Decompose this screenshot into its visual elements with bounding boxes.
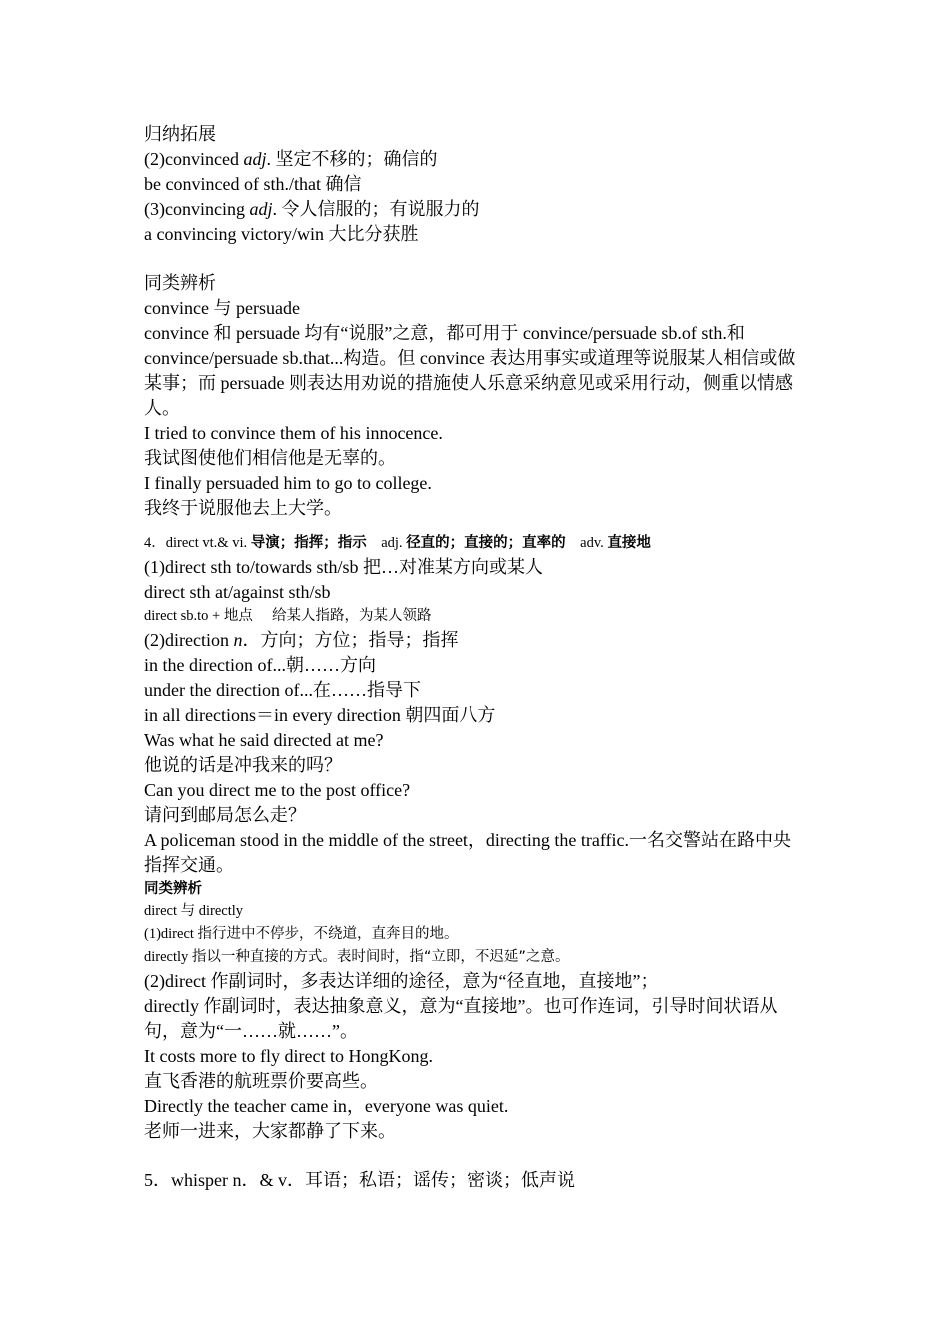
example-sentence-zh: 直飞香港的航班票价要高些。 [144, 1071, 378, 1091]
adj-meaning: 径直的；直接的；直率的 [406, 535, 566, 551]
entry-convincing [144, 197, 804, 222]
entry-heading-whisper: 5．whisper n．& v．耳语；私语；谣传；密谈；低声说 [144, 1170, 575, 1190]
example-sentence-en: It costs more to fly direct to HongKong. [144, 1046, 433, 1066]
section-heading-comparison-2: 同类辨析 [144, 881, 202, 897]
phrase-be-convinced: be convinced of sth./that 确信 [144, 174, 362, 194]
example-sentence-bilingual: A policeman stood in the middle of the street，directing the traffic.一名交警站在路中央指挥交通。 [144, 830, 792, 875]
phrase-direct-towards: (1)direct sth to/towards sth/sb 把…对准某方向或某人 [144, 557, 543, 577]
pos-adj: adj. [366, 535, 407, 551]
phrase-under-direction-of: under the direction of...在……指导下 [144, 680, 421, 700]
conjunction: 与 [180, 903, 196, 919]
example-sentence-en: Directly the teacher came in，everyone was quiet. [144, 1096, 509, 1116]
entry-heading-direct [144, 531, 804, 555]
entry-term: (2)convinced [144, 149, 244, 169]
entry-term: (2)direction [144, 630, 234, 650]
example-sentence-zh: 他说的话是冲我来的吗？ [144, 755, 342, 775]
example-sentence-zh: 老师一进来，大家都静了下来。 [144, 1121, 396, 1141]
section-heading-induction: 归纳拓展 [144, 124, 216, 144]
comparison-subheading: convince 与 persuade [144, 298, 300, 318]
definition-text: 指以一种直接的方式。表时间时，指“立即，不迟延”之意。 [191, 949, 570, 965]
term-directly: directly [195, 903, 244, 919]
entry-meaning: . 令人信服的；有说服力的 [272, 199, 480, 219]
entry-meaning: ．方向；方位；指导；指挥 [242, 630, 459, 650]
entry-convinced [144, 147, 804, 172]
entry-term: (3)convincing [144, 199, 250, 219]
example-sentence-en: I tried to convince them of his innocence. [144, 423, 443, 443]
part-of-speech: adj [249, 199, 273, 219]
definition-directly [144, 946, 804, 969]
adv-meaning: 直接地 [607, 535, 651, 551]
definition-direct [144, 923, 804, 946]
entry-direction [144, 628, 804, 653]
definition-term: directly [144, 949, 192, 965]
part-of-speech: adj [243, 149, 267, 169]
usage-direct-adverb: (2)direct 作副词时，多表达详细的途径，意为“径直地，直接地”； [144, 971, 659, 991]
phrase-direct-sb-to [144, 605, 804, 628]
entry-number-term: 4．direct vt.& vi. [144, 535, 251, 551]
pos-adv: adv. [565, 535, 608, 551]
comparison-subheading-2 [144, 900, 804, 923]
phrase-in-direction-of: in the direction of...朝……方向 [144, 655, 376, 675]
example-sentence-zh: 请问到邮局怎么走？ [144, 805, 306, 825]
example-sentence-en: Was what he said directed at me? [144, 730, 384, 750]
phrase-en: direct sb.to + [144, 608, 224, 624]
usage-directly-adverb: directly 作副词时，表达抽象意义，意为“直接地”。也可作连词，引导时间状语从句，意为“一……就……”。 [144, 996, 778, 1041]
spacer [144, 1144, 804, 1168]
spacer [144, 247, 804, 271]
phrase-convincing-victory: a convincing victory/win 大比分获胜 [144, 224, 419, 244]
part-of-speech: n [233, 630, 243, 650]
example-sentence-en: I finally persuaded him to go to college. [144, 473, 432, 493]
definition-text: 指行进中不停步，不绕道，直奔目的地。 [197, 926, 459, 942]
term-direct: direct [144, 903, 181, 919]
example-sentence-zh: 我终于说服他去上大学。 [144, 498, 342, 518]
entry-meaning: . 坚定不移的；确信的 [266, 149, 438, 169]
verb-meaning: 导演；指挥；指示 [250, 535, 367, 551]
example-sentence-zh: 我试图使他们相信他是无辜的。 [144, 448, 396, 468]
comparison-paragraph: convince 和 persuade 均有“说服”之意，都可用于 convince/persuade sb.of sth.和 convince/persuade sb.that...构造。但 convince 表达用事实或道理等说服某人相信或做某事；而 persuade 则表达用劝说的措施使人乐意采纳意见或采用行动，侧重以情感人。 [144, 323, 796, 418]
phrase-zh: 地点 给某人指路，为某人领路 [223, 608, 432, 624]
example-sentence-en: Can you direct me to the post office? [144, 780, 411, 800]
section-heading-comparison: 同类辨析 [144, 273, 216, 293]
document-page [144, 122, 804, 1193]
phrase-direct-at: direct sth at/against sth/sb [144, 582, 331, 602]
phrase-in-all-directions: in all directions＝in every direction 朝四面八方 [144, 705, 496, 725]
definition-term: (1)direct [144, 926, 198, 942]
